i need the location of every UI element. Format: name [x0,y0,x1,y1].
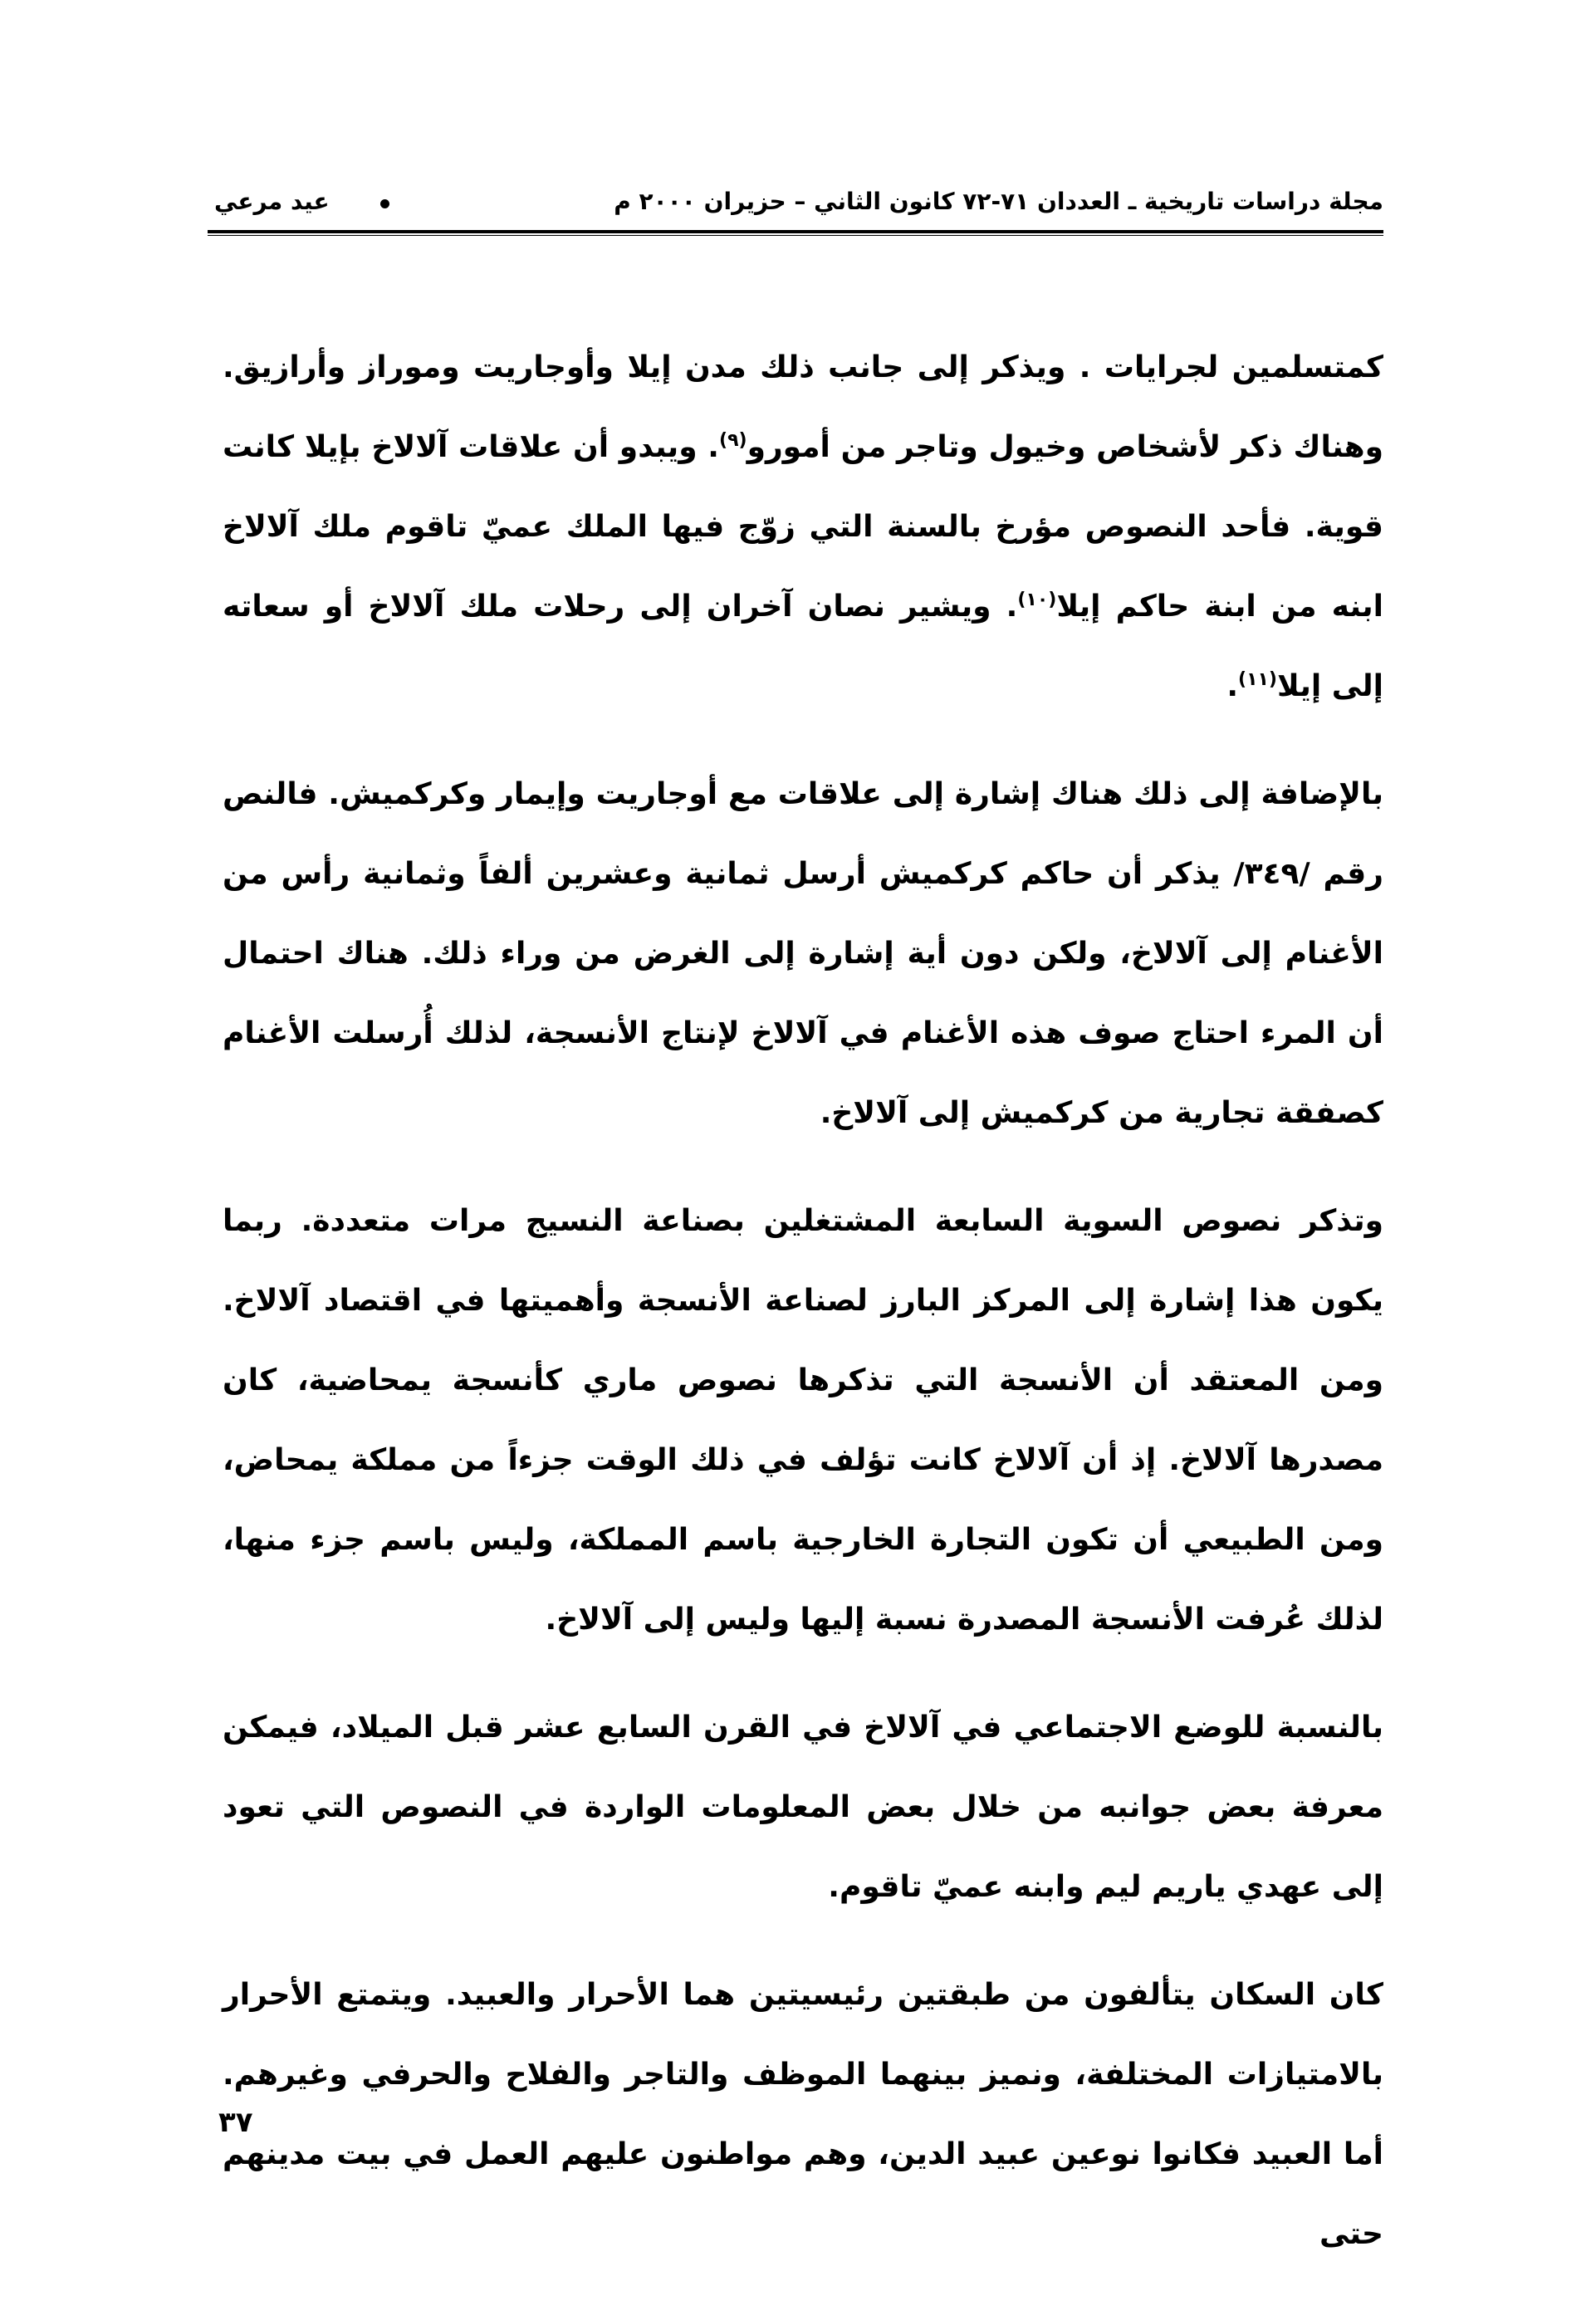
text-run: بالنسبة للوضع الاجتماعي في آلالاخ في القرن السابع عشر قبل الميلاد، فيمكن معرفة بعض جوانبه من خلال بعض المعلومات الواردة في النصوص التي تعود إلى عهدي ياريم ليم وابنه عميّ تاقوم. [223,1711,1383,1904]
page-number: ٣٧ [218,2106,253,2139]
text-run: بالإضافة إلى ذلك هناك إشارة إلى علاقات مع أوجاريت وإيمار وكركميش. فالنص رقم /٣٤٩/ يذكر أن حاكم كركميش أرسل ثمانية وعشرين ألفاً وثمانية رأس من الأغنام إلى آلالاخ، ولكن دون أية إشارة إلى الغرض من وراء ذلك. هناك احتمال أن المرء احتاج صوف هذه الأغنام في آلالاخ لإنتاج الأنسجة، لذلك أُرسلت الأغنام كصفقة تجارية من كركميش إلى آلالاخ. [223,777,1383,1130]
header-rule [208,230,1383,236]
paragraph-p5 [223,1955,1383,2274]
journal-title: مجلة دراسات تاريخية ـ العددان ٧١-٧٢ كانون الثاني – حزيران ٢٠٠٠ م [614,188,1383,215]
running-header [208,188,1383,224]
footnote-reference[interactable]: (٩) [719,430,747,451]
paragraph-p4 [223,1688,1383,1927]
text-run: . ويبدو أن علاقات آلالاخ بإيلا كانت قوية. فأحد النصوص مؤرخ بالسنة التي زوّج فيها الملك عميّ تاقوم ملك آلالاخ ابنه من ابنة حاكم إيلا [223,430,1383,624]
text-run: كمتسلمين لجرايات . ويذكر إلى جانب ذلك مدن إيلا وأوجاريت وموراز وأرازيق. وهناك ذكر لأشخاص وخيول وتاجر من أمورو [223,350,1383,464]
text-run: . ويشير نصان آخران إلى رحلات ملك آلالاخ أو سعاته إلى إيلا [223,590,1383,703]
paragraph-p2 [223,755,1383,1153]
footnote-reference[interactable]: (١١) [1238,669,1277,690]
author-name: عيد مرعي [214,188,330,215]
paragraph-p1 [223,328,1383,727]
paragraph-p3 [223,1182,1383,1660]
text-run: كان السكان يتألفون من طبقتين رئيسيتين هما الأحرار والعبيد. ويتمتع الأحرار بالامتيازات المختلفة، ونميز بينهما الموظف والتاجر والفلاح والحرفي وغيرهم. أما العبيد فكانوا نوعين عبيد الدين، وهم مواطنون عليهم العمل في بيت مدينهم حتى [223,1978,1383,2251]
header-bullet-mark [380,199,389,208]
footnote-reference[interactable]: (١٠) [1017,590,1057,610]
text-run: . [1226,669,1238,703]
article-body [223,328,1383,2274]
text-run: وتذكر نصوص السوية السابعة المشتغلين بصناعة النسيج مرات متعددة. ربما يكون هذا إشارة إلى المركز البارز لصناعة الأنسجة وأهميتها في اقتصاد آلالاخ. ومن المعتقد أن الأنسجة التي تذكرها نصوص ماري كأنسجة يمحاضية، كان مصدرها آلالاخ. إذ أن آلالاخ كانت تؤلف في ذلك الوقت جزءاً من مملكة يمحاض، ومن الطبيعي أن تكون التجارة الخارجية باسم المملكة، وليس باسم جزء منها، لذلك عُرفت الأنسجة المصدرة نسبة إليها وليس إلى آلالاخ. [223,1204,1383,1637]
